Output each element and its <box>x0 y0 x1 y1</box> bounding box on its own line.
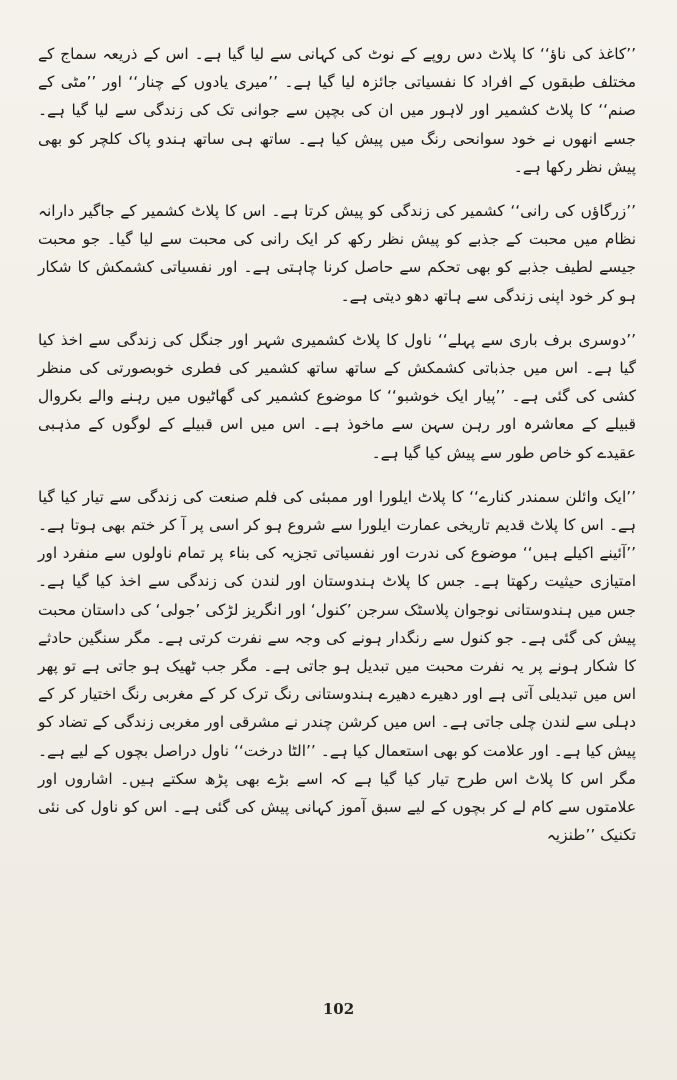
paragraph-ek-violin: ’’ایک وائلن سمندر کنارے‘‘ کا پلاٹ ایلورا اور ممبئی کی فلم صنعت کی زندگی سے تیار کیا گیا ہے۔ اس کا پلاٹ قدیم تاریخی عمارت ایلورا سے شروع ہو کر اسی پر آ کر ختم بھی ہوتا ہے۔ ’’آئینے اکیلے ہیں‘‘ موضوع کی ندرت اور نفسیاتی تجزیہ کی بناء پر تمام ناولوں سے منفرد اور امتیازی حیثیت رکھتا ہے۔ جس کا پلاٹ ہندوستان اور لندن کی زندگی سے اخذ کیا گیا ہے۔ جس میں ہندوستانی نوجوان پلاسٹک سرجن ’کنول‘ اور انگریز لڑکی ’جولی‘ کی داستان محبت پیش کی گئی ہے۔ جو کنول سے رنگدار ہونے کی وجہ سے نفرت کرتی ہے۔ مگر سنگین حادثے کا شکار ہونے پر یہ نفرت محبت میں تبدیل ہو جاتی ہے۔ مگر جب ٹھیک ہو جاتی ہے تو پھر اس میں تبدیلی آتی ہے اور دھیرے دھیرے ہندوستانی رنگ ترک کر کے مغربی رنگ اختیار کر کے دہلی سے لندن چلی جاتی ہے۔ اس میں کرشن چندر نے مشرقی اور مغربی زندگی کے تضاد کو پیش کیا ہے۔ اور علامت کو بھی استعمال کیا ہے۔ ’’الٹا درخت‘‘ ناول دراصل بچوں کے لیے ہے۔ مگر اس کا پلاٹ اس طرح تیار کیا گیا ہے کہ اسے بڑے بھی پڑھ سکتے ہیں۔ اشاروں اور علامتوں سے کام لے کر بچوں کے لیے سبق آموز کہانی پیش کی گئی ہے۔ اس کو ناول کی نئی تکنیک ’’طنزیہ <box>38 487 636 845</box>
page-number: 102 <box>322 1000 355 1018</box>
page-body-text <box>38 40 636 865</box>
paragraph-zargaon-ki-rani: ’’زرگاؤں کی رانی‘‘ کشمیر کی زندگی کو پیش کرتا ہے۔ اس کا پلاٹ کشمیر کے جاگیر دارانہ نظام میں محبت کے جذبے کو پیش نظر رکھ کر ایک رانی کی محبت سے لیا گیا۔ جو محبت جیسے لطیف جذبے کو بھی تحکم سے حاصل کرنا چاہتی ہے۔ اور نفسیاتی کشمکش کا شکار ہو کر خود اپنی زندگی سے ہاتھ دھو دیتی ہے۔ <box>38 202 636 305</box>
paragraph-doosri-barf-bari: ’’دوسری برف باری سے پہلے‘‘ ناول کا پلاٹ کشمیری شہر اور جنگل کی زندگی سے اخذ کیا گیا ہے۔ اس میں جذباتی کشمکش کے ساتھ ساتھ کشمیر کی فطری خوبصورتی کی منظر کشی کی گئی ہے۔ ’’پیار ایک خوشبو‘‘ کا موضوع کشمیر کی گھاٹیوں میں رہنے والے بکروال قبیلے کے معاشرہ اور رہن سہن سے ماخوذ ہے۔ اس میں اس قبیلے کے لوگوں کے مذہبی عقیدے کو خاص طور سے پیش کیا گیا ہے۔ <box>38 330 636 462</box>
paragraph-kaghaz-ki-naao: ’’کاغذ کی ناؤ‘‘ کا پلاٹ دس روپے کے نوٹ کی کہانی سے لیا گیا ہے۔ اس کے ذریعہ سماج کے مختلف طبقوں کے افراد کا نفسیاتی جائزہ لیا گیا ہے۔ ’’میری یادوں کے چنار‘‘ اور ’’مٹی کے صنم‘‘ کا پلاٹ کشمیر اور لاہور میں ان کی بچپن سے جوانی تک کی زندگی سے لیا گیا ہے۔ جسے انھوں نے خود سوانحی رنگ میں پیش کیا ہے۔ ساتھ ہی ساتھ ہندو پاک کلچر کو بھی پیش نظر رکھا ہے۔ <box>38 45 636 176</box>
